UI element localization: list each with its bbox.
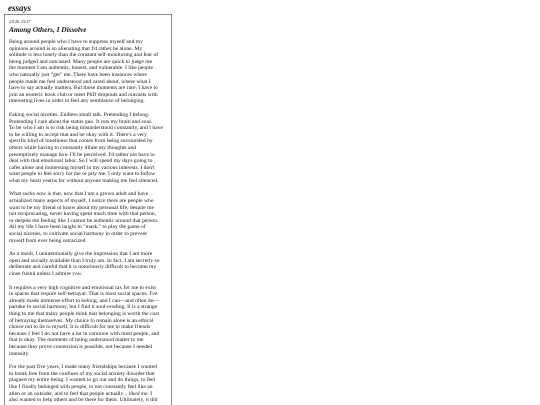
paragraph-line: want to be my friend or know about my personal life, despite me [9, 204, 154, 211]
paragraph-line: intensity. [9, 350, 30, 357]
paragraph-line: What sucks now is that, now that I am a grown adult and have [9, 191, 149, 198]
paragraph-line: people made me feel understood and cared about, where what I [9, 78, 151, 85]
text-run: alien or an outsider, and to feel that people actually... [9, 390, 129, 397]
paragraph-line: being judged and outcasted. Many people are quick to judge me [9, 58, 153, 65]
paragraph-line: like I finally belonged with people, to not constantly feel like an [9, 383, 153, 390]
paragraph-line: choice not to lie to myself. It is difficult for me to make friends [9, 324, 151, 331]
post-paragraph [9, 191, 168, 244]
paragraph-line: specific kind of loneliness that comes from being surrounded by [9, 138, 153, 145]
paragraph-line: because they prove connection is possible, not because I needed [9, 343, 153, 350]
paragraph-line: because I feel I do not have a lot in common with most people, and [9, 330, 160, 337]
paragraph-line: partake in social harmony, but I find it soul-eroding. It is a strange [9, 304, 158, 311]
paragraph-line: others while having to constantly dilute my thoughts and [9, 144, 137, 151]
post-paragraph [9, 39, 168, 105]
post-title: Among Others, I Dissolve [9, 25, 87, 34]
paragraph-line: cafes alone and immersing myself in my various interests. I don't [9, 164, 155, 171]
paragraph-line: to be willing to accept that and be okay with it. There's a very [9, 131, 147, 138]
site-title-link[interactable]: essays [8, 3, 31, 13]
post-paragraph [9, 251, 168, 277]
post-body [9, 39, 168, 404]
paragraph-line: It requires a very high cognitive and emotional tax for me to exist [9, 284, 156, 291]
paragraph-line: join an esoteric book club or meet PhD dropouts and outcasts with [9, 91, 158, 98]
paragraph-line: that is okay. The moments of being understood matter to me [9, 337, 144, 344]
paragraph-line: want people to feel sorry for me or pity me. I only want to follow [9, 171, 156, 178]
paragraph-line: Faking social niceties. Endless small talk. Pretending I belong. [9, 111, 150, 118]
paragraph-line: have to say actually matters. But those moments are rare. I have to [9, 85, 158, 92]
paragraph-line: solitude is less lonely than the constant self-monitoring and fear of [9, 52, 159, 59]
emphasized-text: liked me [128, 390, 148, 397]
paragraph-line: All my life I have been taught to "mask," to play the game of [9, 224, 146, 231]
paragraph-line: actualized many aspects of myself, I notice there are people who [9, 198, 154, 205]
post-paragraph [9, 364, 168, 404]
paragraph-line: Pretending I care about the status quo. It rots my brain and soul. [9, 118, 153, 125]
paragraph-line: Being around people who I have to suppress myself and my [9, 39, 143, 45]
post-date: 2.9.26, 23:37 [9, 19, 31, 24]
text-run: . I [147, 390, 153, 397]
paragraph-line: For the past five years, I made many friendships because I wanted [9, 364, 157, 371]
paragraph-line: close friend unless I admire you. [9, 271, 83, 277]
paragraph-line: open and socially available than I truly am. In fact, I am secretly so [9, 257, 160, 264]
paragraph-line: social niceties, to cultivate social harmony in order to prevent [9, 231, 147, 238]
paragraph-line: the moment I am authentic, honest, and vulnerable. I like people [9, 65, 153, 72]
paragraph-line: preemptively manage how I'll be perceived. I'd rather not have to [9, 151, 155, 158]
paragraph-line: not reciprocating, never having spent much time with that person, [9, 211, 157, 218]
paragraph-line: thing to me that many people think that belonging is worth the cost [9, 310, 160, 317]
paragraph-line: in spaces that require self-betrayal. That is most social spaces. I've [9, 291, 158, 298]
paragraph-line: interesting lives in order to feel any semblance of belonging. [9, 98, 145, 105]
paragraph-line: To be who I am is to risk being misunderstood constantly, and I have [9, 125, 163, 132]
paragraph-line: also wanted to help others and be there for them. Ultimately, it did [9, 397, 158, 404]
paragraph-line: to break free from the confines of my social anxiety disorder that [9, 370, 155, 377]
paragraph-line: who naturally just "get" me. There have been instances where [9, 71, 148, 78]
paragraph-line: already made immense effort to belong, and I can—and often do— [9, 297, 160, 304]
paragraph-line: of betraying themselves. My choice to remain alone is an ethical [9, 317, 154, 324]
post-paragraph [9, 285, 168, 358]
paragraph-line: deliberate and careful that it is notoriously difficult to become my [9, 264, 157, 271]
paragraph-line: myself from ever being ostracized. [9, 237, 87, 244]
paragraph-line: As a result, I unintentionally give the impression that I am more [9, 251, 153, 258]
paragraph-line: opinions around is so alienating that I'd rather be alone. My [9, 45, 143, 52]
paragraph-line: deal with that emotional labor. So I will spend my days going to [9, 158, 153, 165]
paragraph-line: what my heart yearns for without anyone making me feel silenced. [9, 177, 159, 184]
post-card [4, 14, 172, 405]
paragraph-line: or despite me feeling like I cannot be authentic around that person. [9, 217, 159, 224]
post-paragraph [9, 112, 168, 185]
paragraph-line: plagued my entire being. I wanted to go out and do things, to feel [9, 377, 156, 384]
